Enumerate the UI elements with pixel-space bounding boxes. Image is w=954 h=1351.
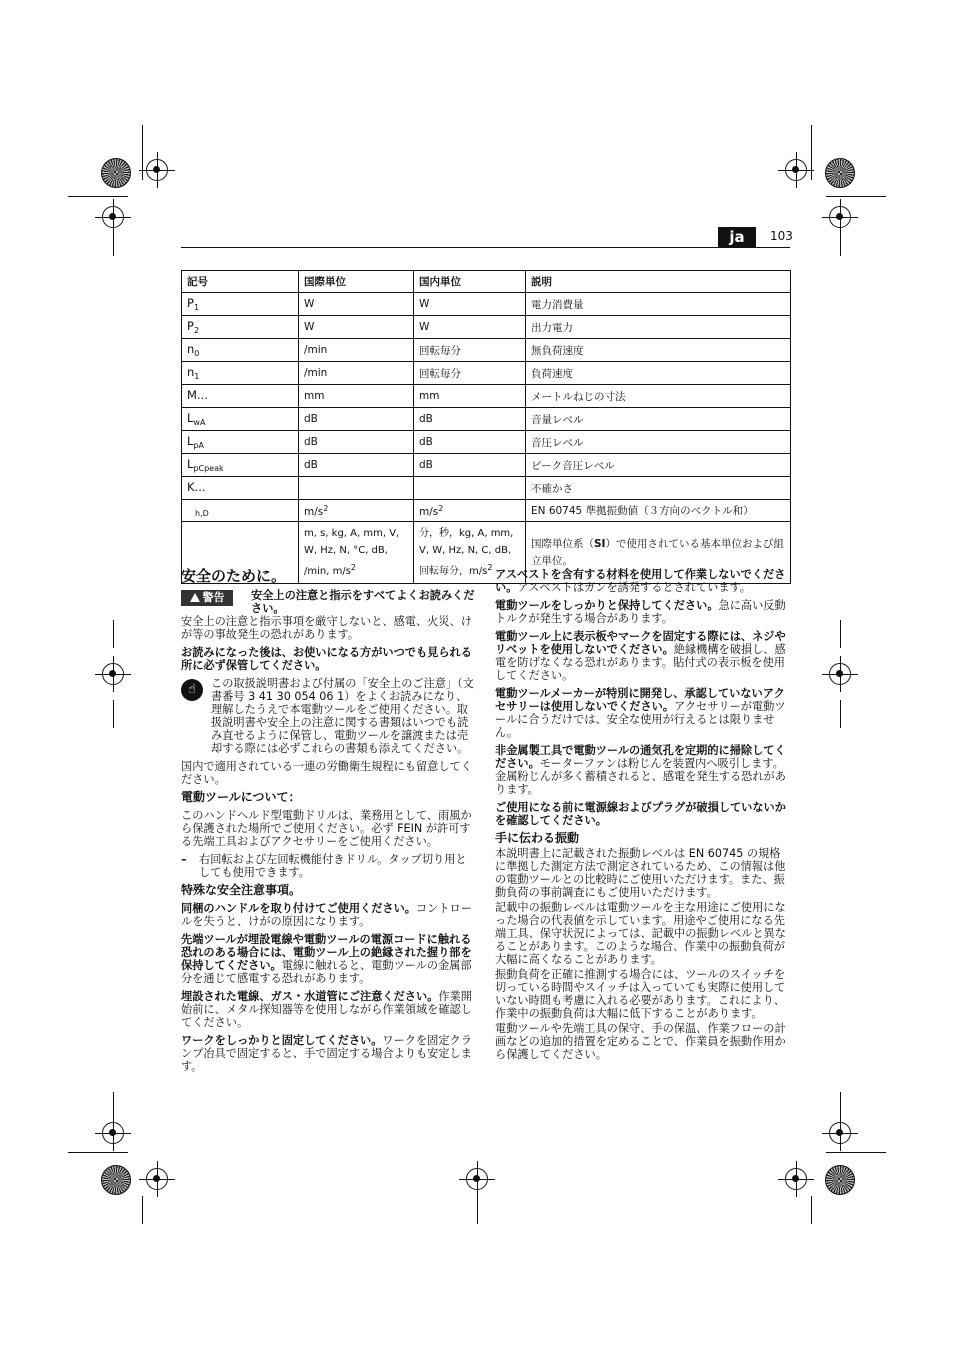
description-cell: 出力電力: [526, 316, 791, 339]
registration-mark-icon: [785, 159, 807, 181]
symbol-subscript: h,D: [195, 508, 209, 518]
body-text: 急に高い反動トルクが発生する場合があります。: [495, 599, 786, 625]
header-rule: [181, 247, 790, 248]
registration-mark-icon: [102, 206, 124, 228]
si-label: SI: [594, 537, 606, 550]
vibration-paragraph: 記載中の振動レベルは電動ツールを主な用途にご使用になった場合の代表値を示しています。用途やご使用になる先端工具、保守状況によっては、記載中の振動レベルと異なることがあります。このような場合、作業中の振動負荷が大幅に高くなることがあります。: [495, 901, 786, 966]
registration-mark-icon: [829, 663, 851, 685]
description-cell: 不確かさ: [526, 477, 791, 500]
description-cell: 無負荷速度: [526, 339, 791, 362]
right-column: [495, 568, 790, 1066]
symbol: K...: [187, 480, 206, 494]
subsection-title: 電動ツールについて：: [181, 790, 301, 804]
safety-paragraph: [181, 933, 476, 985]
safety-paragraph: [495, 630, 790, 682]
symbol: P: [187, 319, 194, 333]
domestic-unit-cell: W: [414, 316, 526, 339]
symbol-cell: [182, 385, 299, 408]
list-item: [181, 853, 476, 879]
manual-text: この取扱説明書および付属の「安全上のご注意」（文書番号 3 41 30 054 06 1）をよくお読みになり、理解したうえで本電動ツールをご使用ください。取扱説明書や安全上の注意に関する書類はいつでも読み直せるように保管し、電動ツールを譲渡または売却する際には必ずこれらの書類も添えてください。: [211, 677, 474, 755]
symbol: n: [187, 342, 195, 356]
intl-unit-cell: dB: [299, 431, 414, 454]
symbol-cell: [182, 500, 299, 522]
desc-text: ）で使用されている基本単位および組立単位。: [531, 537, 784, 567]
warning-triangle-icon: [190, 593, 200, 602]
table-row: [182, 431, 791, 454]
symbol: P: [187, 296, 194, 310]
subsection-title: 手に伝わる振動: [495, 831, 580, 845]
symbol-subscript: pA: [193, 441, 204, 450]
list-item-text: 右回転および左回転機能付きドリル。タップ切り用としても使用できます。: [199, 853, 467, 879]
warning-label: 警告: [202, 591, 225, 604]
table-header-row: [182, 271, 791, 293]
desc-text: 国際単位系（: [531, 537, 594, 550]
safety-paragraph: ご使用になる前に電源線およびプラグが破損していないかを確認してください。: [495, 801, 786, 827]
keep-manual-text: お読みになった後は、お使いになる方がいつでも見られる所に必ず保管してください。: [181, 646, 472, 672]
table-row: [182, 339, 791, 362]
warning-text: 安全上の注意と指示事項を厳守しないと、感電、火災、けが等の事故発生の恐れがあります。: [181, 615, 472, 641]
body-text: 電線に触れると、電動ツールの金属部分を通じて感電する恐れがあります。: [181, 959, 472, 985]
table-row: [182, 500, 791, 522]
bold-text: 電動ツール上に表示板やマークを固定する際には、ネジやリベットを使用しないでください。: [495, 630, 786, 656]
intl-unit-cell: [299, 500, 414, 522]
registration-mark-icon: [466, 1168, 488, 1190]
column-header: 国際単位: [299, 271, 414, 293]
units-table: [181, 270, 791, 584]
unit-superscript: 2: [438, 503, 444, 513]
intl-unit-cell: W: [299, 293, 414, 316]
body-text: ワークを固定クランプ冶具で固定すると、手で固定する場合よりも安定します。: [181, 1034, 472, 1073]
section-title: 安全のために。: [181, 567, 287, 585]
table-row: [182, 477, 791, 500]
manual-paragraph: [181, 677, 476, 755]
registration-mark-icon: [829, 1122, 851, 1144]
symbol: L: [187, 411, 194, 425]
description-cell: 電力消費量: [526, 293, 791, 316]
color-target-icon: [101, 1165, 131, 1195]
bold-text: 先端ツールが埋設電線や電動ツールの電源コードに触れる恐れのある場合には、電動ツール上の絶縁された握り部を保持してください。: [181, 933, 472, 972]
intl-unit-cell: /min: [299, 339, 414, 362]
warning-bold-text: 安全上の注意と指示をすべてよくお読みください。: [251, 589, 475, 615]
dash-bullet: –: [181, 853, 187, 866]
safety-paragraph: [495, 687, 790, 739]
domestic-unit-cell: [414, 500, 526, 522]
symbol-cell: [182, 477, 299, 500]
unit-superscript: 2: [350, 563, 356, 572]
registration-mark-icon: [146, 1168, 168, 1190]
intl-unit-cell: W: [299, 316, 414, 339]
intl-unit-cell: [299, 477, 414, 500]
symbol-subscript: 2: [193, 326, 200, 335]
column-header: 記号: [182, 271, 299, 293]
registration-mark-icon: [829, 206, 851, 228]
registration-mark-icon: [102, 663, 124, 685]
description-cell: 負荷速度: [526, 362, 791, 385]
page-number: 103: [770, 229, 793, 243]
language-badge: ja: [718, 227, 756, 248]
safety-paragraph: [495, 744, 790, 796]
intl-unit-cell: /min: [299, 362, 414, 385]
table-row: [182, 293, 791, 316]
symbol-subscript: 0: [194, 349, 200, 358]
description-cell: EN 60745 準拠振動値（３方向のベクトル和）: [526, 500, 791, 522]
bold-text: アスベストを含有する材料を使用して作業しないでください。: [495, 568, 786, 594]
body-text: 作業開始前に、メタル探知器等を使用しながら作業領域を確認してください。: [181, 990, 472, 1029]
domestic-unit-cell: 回転毎分: [414, 339, 526, 362]
table-row: [182, 362, 791, 385]
symbol-subscript: pCpeak: [193, 464, 224, 473]
safety-paragraph: [181, 902, 476, 928]
safety-paragraph: [495, 568, 790, 594]
registration-mark-icon: [785, 1168, 807, 1190]
color-target-icon: [825, 158, 855, 188]
law-text: 国内で適用されている一連の労働衛生規程にも留意してください。: [181, 760, 472, 786]
registration-mark-icon: [146, 159, 168, 181]
registration-mark-icon: [102, 1122, 124, 1144]
vibration-paragraph: 振動負荷を正確に推測する場合には、ツールのスイッチを切っている時間やスイッチは入っていても実際に使用していない時間も考慮に入れる必要があります。これにより、作業中の振動負荷は大幅に低下することがあります。: [495, 968, 786, 1020]
body-text: コントロールを失うと、けがの原因になります。: [181, 902, 472, 928]
bold-text: 同梱のハンドルを取り付けてご使用ください。: [181, 902, 416, 915]
bold-text: 非金属製工具で電動ツールの通気孔を定期的に掃除してください。: [495, 744, 786, 770]
table-row: [182, 408, 791, 431]
unit-text: m/s: [304, 505, 324, 518]
symbol-cell: [182, 362, 299, 385]
domestic-unit-cell: dB: [414, 454, 526, 477]
bold-text: 電動ツールをしっかりと保持してください。: [495, 599, 719, 612]
intl-unit-cell: mm: [299, 385, 414, 408]
read-manual-icon: ☝: [181, 679, 203, 701]
domestic-unit-cell: [414, 477, 526, 500]
vibration-paragraph: 電動ツールや先端工具の保守、手の保温、作業フローの計画などの追加的措置を定めることで、作業員を振動作用から保護してください。: [495, 1022, 786, 1061]
symbol-cell: [182, 316, 299, 339]
safety-paragraph: [495, 599, 790, 625]
domestic-unit-cell: dB: [414, 431, 526, 454]
body-text: アクセサリーが電動ツールに合うだけでは、安全な使用が行えるとは限りません。: [495, 700, 786, 739]
domestic-unit-cell: mm: [414, 385, 526, 408]
symbol: M...: [187, 388, 208, 402]
symbol-cell: [182, 431, 299, 454]
symbol: L: [187, 457, 194, 471]
body-text: モーターファンは粉じんを装置内へ吸引します。金属粉じんが多く蓄積されると、感電を発生する恐れがあります。: [495, 757, 786, 796]
symbol-cell: [182, 293, 299, 316]
table-row: [182, 385, 791, 408]
symbol: n: [187, 365, 195, 379]
symbol-subscript: wA: [193, 418, 206, 427]
unit-superscript: 2: [323, 503, 329, 513]
symbol: L: [187, 434, 194, 448]
warning-paragraph: [181, 589, 476, 615]
domestic-unit-cell: W: [414, 293, 526, 316]
domestic-unit-cell: 回転毎分: [414, 362, 526, 385]
description-cell: 音圧レベル: [526, 431, 791, 454]
warning-badge: [181, 590, 233, 606]
color-target-icon: [825, 1165, 855, 1195]
about-text: このハンドヘルド型電動ドリルは、業務用として、雨風から保護された場所でご使用ください。必ず FEIN が許可する先端工具およびアクセサリーをご使用ください。: [181, 809, 472, 848]
bold-text: 埋設された電線、ガス・水道管にご注意ください。: [181, 990, 439, 1003]
unit-text: m/s: [419, 505, 439, 518]
symbol-cell: [182, 454, 299, 477]
intl-unit-cell: dB: [299, 454, 414, 477]
description-cell: 音量レベル: [526, 408, 791, 431]
column-header: 説明: [526, 271, 791, 293]
table-row: [182, 316, 791, 339]
table-row: [182, 454, 791, 477]
left-column: [181, 568, 476, 1078]
symbol-cell: [182, 408, 299, 431]
bold-text: ワークをしっかりと固定してください。: [181, 1034, 383, 1047]
safety-paragraph: [181, 1034, 476, 1073]
intl-unit-cell: dB: [299, 408, 414, 431]
symbol-cell: [182, 339, 299, 362]
domestic-unit-cell: dB: [414, 408, 526, 431]
unit-text: 分，秒，kg, A, mm, V, W, Hz, N, C, dB, 回転毎分，m/s: [419, 528, 514, 577]
color-target-icon: [101, 158, 131, 188]
body-text: アスベストはガンを誘発するとされています。: [517, 581, 751, 594]
description-cell: メートルねじの寸法: [526, 385, 791, 408]
vibration-paragraph: 本説明書上に記載された振動レベルは EN 60745 の規格に準拠した測定方法で測定されているため、この情報は他の電動ツールとの比較時にご使用いただけます。また、振動負荷の事前調査にもご使用いただけます。: [495, 847, 786, 899]
unit-superscript: 2: [487, 563, 493, 572]
column-header: 国内単位: [414, 271, 526, 293]
symbol-subscript: 1: [193, 303, 200, 312]
unit-text: m, s, kg, A, mm, V, W, Hz, N, °C, dB, /min, m/s: [304, 528, 400, 577]
bold-text: 電動ツールメーカーが特別に開発し、承認していないアクセサリーは使用しないでください。: [495, 687, 785, 713]
body-text: 絶縁機構を破損し、感電を防げなくなる恐れがあります。貼付式の表示板を使用してください。: [495, 643, 786, 682]
symbol-subscript: 1: [194, 372, 200, 381]
safety-paragraph: [181, 990, 476, 1029]
subsection-title: 特殊な安全注意事項。: [181, 883, 302, 897]
description-cell: ピーク音圧レベル: [526, 454, 791, 477]
